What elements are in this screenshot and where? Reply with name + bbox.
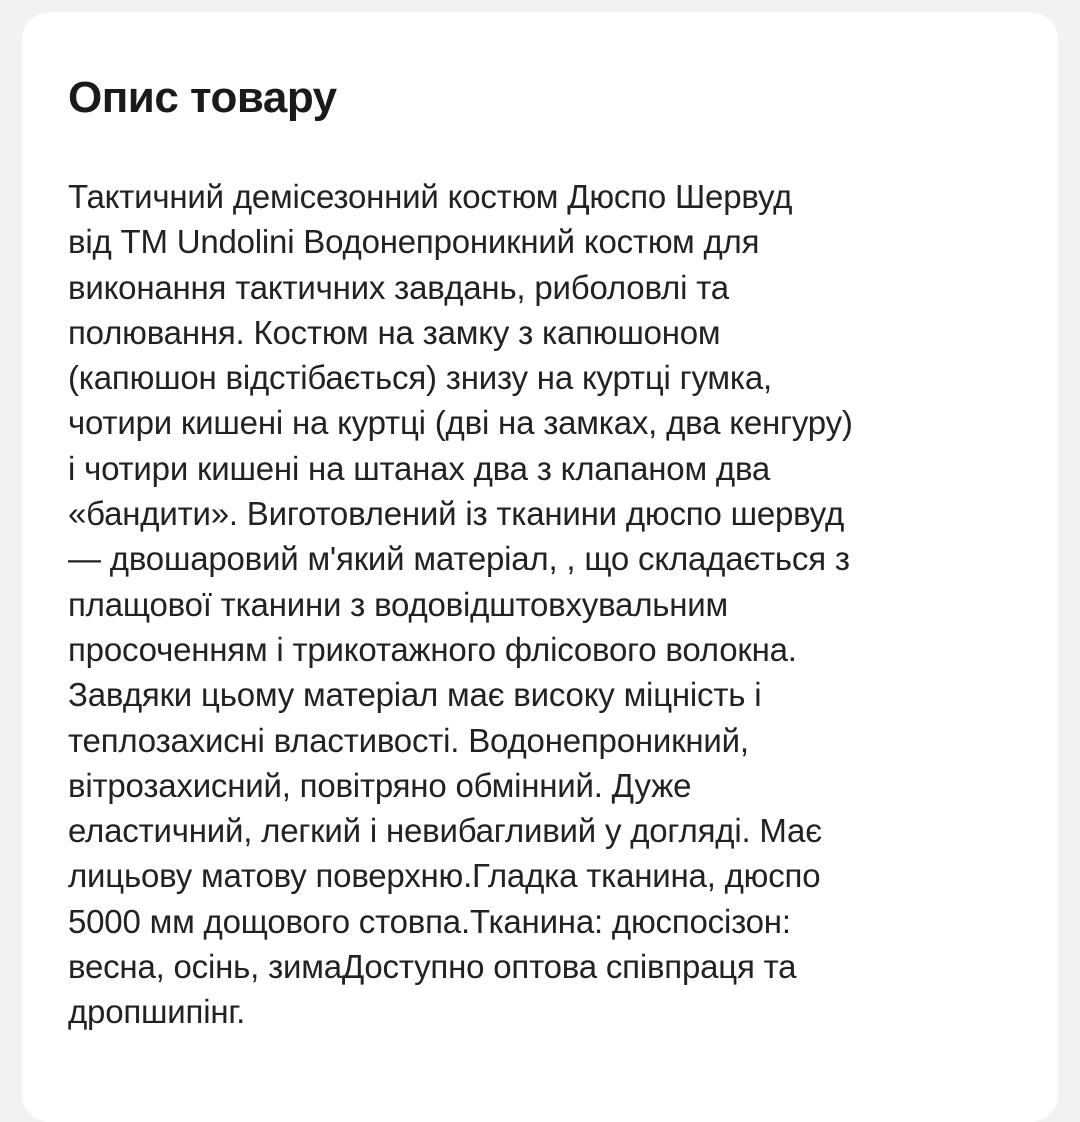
description-line: і чотири кишені на штанах два з клапаном два bbox=[68, 449, 771, 487]
description-line: Тактичний демісезонний костюм Дюспо Шервуд bbox=[68, 178, 793, 215]
description-line: — двошаровий м'який матеріал, , що складається з bbox=[68, 540, 850, 578]
description-line: «бандити». Виготовлений із тканини дюспо шервуд bbox=[68, 495, 845, 533]
description-line: дропшипінг. bbox=[68, 993, 246, 1031]
description-line: чотири кишені на куртці (дві на замках, два кенгуру) bbox=[68, 404, 853, 442]
description-line: просоченням і трикотажного флісового волокна. bbox=[68, 630, 797, 668]
description-line: від ТМ Undolini Водонепроникний костюм для bbox=[68, 223, 760, 261]
product-description-card bbox=[22, 12, 1058, 1122]
description-line: еластичний, легкий і невибагливий у догляді. Має bbox=[68, 812, 822, 850]
product-description-text bbox=[68, 174, 1028, 1035]
description-line: Завдяки цьому матеріал має високу міцність і bbox=[68, 676, 762, 714]
description-line: 5000 мм дощового стовпа.Тканина: дюспосізон: bbox=[68, 902, 791, 940]
description-line: вітрозахисний, повітряно обмінний. Дуже bbox=[68, 766, 692, 804]
description-line: весна, осінь, зимаДоступно оптова співпраця та bbox=[68, 948, 797, 986]
description-line: виконання тактичних завдань, риболовлі та bbox=[68, 268, 729, 306]
description-line: лицьову матову поверхню.Гладка тканина, дюспо bbox=[68, 857, 821, 895]
description-line: полювання. Костюм на замку з капюшоном bbox=[68, 313, 721, 351]
section-title: Опис товару bbox=[68, 73, 337, 122]
description-line: плащової тканини з водовідштовхувальним bbox=[68, 585, 728, 623]
description-line: теплозахисні властивості. Водонепроникний, bbox=[68, 721, 749, 759]
description-line: (капюшон відстібається) знизу на куртці гумка, bbox=[68, 359, 772, 397]
